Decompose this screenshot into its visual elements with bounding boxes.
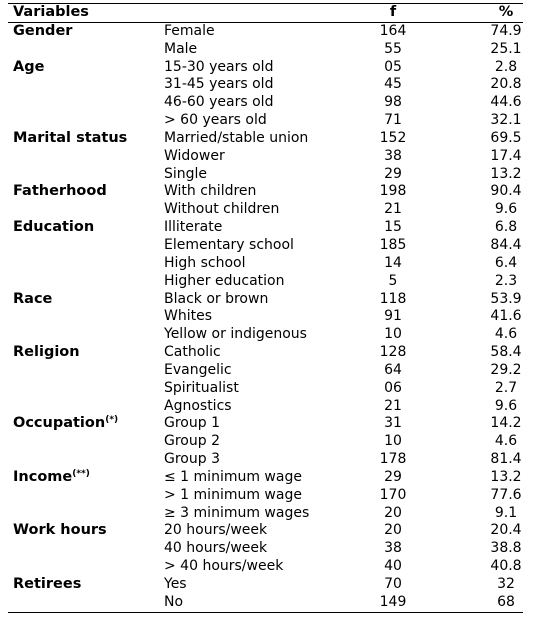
table-row: [8, 183, 523, 201]
table-row: [8, 94, 523, 112]
percent-cell: 9.6: [494, 397, 518, 414]
variable-name: [13, 415, 118, 433]
header-pct: %: [498, 4, 514, 20]
variable-name: [13, 130, 127, 148]
percent-cell: 2.7: [494, 379, 518, 396]
category-cell: Married/stable union: [164, 129, 309, 146]
percent-cell: 17.4: [490, 147, 522, 164]
category-cell: High school: [164, 254, 246, 271]
category-cell: 40 hours/week: [164, 540, 268, 557]
table-row: [8, 487, 523, 505]
percent-cell: 41.6: [490, 308, 522, 325]
variable-label: Education: [13, 219, 95, 236]
percent-cell: 32: [497, 576, 515, 592]
category-cell: No: [164, 593, 184, 610]
category-cell: Whites: [164, 308, 213, 325]
table-body: [8, 23, 523, 612]
percent-cell: 74.9: [490, 22, 522, 39]
percent-cell: 90.4: [490, 183, 522, 200]
category-cell: Group 3: [164, 451, 220, 468]
percent-cell: 4.6: [494, 326, 518, 343]
table-row: [8, 76, 523, 94]
variable-label: Religion: [13, 344, 80, 361]
table-row: [8, 237, 523, 255]
variable-name: [13, 183, 107, 201]
percent-cell: 2.8: [494, 58, 518, 75]
table-row: [8, 59, 523, 77]
category-cell: Group 1: [164, 415, 220, 432]
percent-cell: 9.1: [494, 504, 518, 521]
percent-cell: 4.6: [494, 433, 518, 450]
header-variables: Variables: [13, 4, 89, 20]
table-row: [8, 273, 523, 291]
frequency-cell: 20: [384, 504, 402, 521]
percent-cell: 68: [497, 593, 515, 610]
percent-cell: 84.4: [490, 236, 522, 253]
category-cell: > 40 hours/week: [164, 558, 284, 575]
variable-name: [13, 219, 94, 237]
frequency-cell: 10: [384, 326, 402, 343]
bottom-rule: [8, 612, 523, 613]
percent-cell: 6.8: [494, 219, 518, 236]
category-cell: Catholic: [164, 344, 221, 361]
percent-cell: 20.4: [490, 522, 522, 539]
category-cell: 31-45 years old: [164, 76, 274, 93]
table-row: [8, 398, 523, 416]
variable-name: [13, 469, 90, 487]
variable-label: Gender: [13, 22, 73, 39]
category-cell: Evangelic: [164, 361, 232, 378]
percent-cell: 20.8: [490, 76, 522, 93]
frequency-cell: 06: [384, 379, 402, 396]
variable-label: Age: [13, 58, 45, 75]
footnote-marker: (**): [72, 468, 90, 479]
frequency-cell: 98: [384, 94, 402, 111]
variable-label: Income: [13, 468, 73, 485]
frequency-cell: 05: [384, 58, 402, 75]
percent-cell: 25.1: [490, 40, 522, 57]
category-cell: Spiritualist: [164, 379, 239, 396]
variable-label: Race: [13, 290, 53, 307]
percent-cell: 6.4: [494, 254, 518, 271]
table-row: [8, 451, 523, 469]
header-f: f: [389, 4, 397, 20]
table-row: [8, 130, 523, 148]
percent-cell: 9.6: [494, 201, 518, 218]
percent-cell: 14.2: [490, 415, 522, 432]
frequency-cell: 21: [384, 397, 402, 414]
category-cell: Yellow or indigenous: [164, 326, 307, 343]
frequency-cell: 31: [384, 415, 402, 432]
table-row: [8, 148, 523, 166]
frequency-cell: 71: [384, 112, 402, 129]
category-cell: Yes: [164, 576, 187, 592]
variable-name: [13, 59, 44, 77]
frequency-cell: 10: [384, 433, 402, 450]
table-row: [8, 362, 523, 380]
frequency-cell: 45: [384, 76, 402, 93]
category-cell: Without children: [164, 201, 280, 218]
frequency-cell: 91: [384, 308, 402, 325]
frequency-cell: 70: [384, 576, 402, 592]
category-cell: > 60 years old: [164, 112, 267, 129]
table-row: [8, 558, 523, 576]
category-cell: ≥ 3 minimum wages: [164, 504, 310, 521]
category-cell: > 1 minimum wage: [164, 486, 302, 503]
frequency-cell: 64: [384, 361, 402, 378]
table-row: [8, 469, 523, 487]
table-row: [8, 219, 523, 237]
variable-name: [13, 291, 52, 309]
category-cell: With children: [164, 183, 257, 200]
frequency-cell: 164: [379, 22, 407, 39]
percent-cell: 2.3: [494, 272, 518, 289]
table-row: [8, 255, 523, 273]
table-row: [8, 433, 523, 451]
variable-label: Fatherhood: [13, 183, 107, 200]
percent-cell: 53.9: [490, 290, 522, 307]
frequency-cell: 198: [379, 183, 407, 200]
variable-name: [13, 522, 107, 540]
footnote-marker: (*): [105, 415, 119, 426]
frequency-cell: 178: [379, 451, 407, 468]
table-row: [8, 344, 523, 362]
table-row: [8, 380, 523, 398]
table-row: [8, 505, 523, 523]
percent-cell: 13.2: [490, 165, 522, 182]
frequency-cell: 149: [379, 593, 407, 610]
category-cell: 46-60 years old: [164, 94, 274, 111]
table-row: [8, 41, 523, 59]
percent-cell: 13.2: [490, 468, 522, 485]
data-table: [8, 3, 523, 613]
frequency-cell: 15: [384, 219, 402, 236]
frequency-cell: 29: [384, 165, 402, 182]
table-row: [8, 201, 523, 219]
variable-label: Occupation: [13, 415, 106, 432]
frequency-cell: 185: [379, 236, 407, 253]
category-cell: ≤ 1 minimum wage: [164, 468, 302, 485]
table-row: [8, 594, 523, 612]
percent-cell: 40.8: [490, 558, 522, 575]
table-row: [8, 23, 523, 41]
frequency-cell: 40: [384, 558, 402, 575]
category-cell: 20 hours/week: [164, 522, 268, 539]
frequency-cell: 152: [379, 129, 407, 146]
variable-label: Retirees: [13, 576, 82, 592]
percent-cell: 69.5: [490, 129, 522, 146]
percent-cell: 32.1: [490, 112, 522, 129]
frequency-cell: 118: [379, 290, 407, 307]
percent-cell: 58.4: [490, 344, 522, 361]
frequency-cell: 128: [379, 344, 407, 361]
percent-cell: 44.6: [490, 94, 522, 111]
table-row: [8, 308, 523, 326]
percent-cell: 81.4: [490, 451, 522, 468]
frequency-cell: 38: [384, 540, 402, 557]
category-cell: 15-30 years old: [164, 58, 274, 75]
category-cell: Black or brown: [164, 290, 269, 307]
variable-name: [13, 576, 81, 594]
variable-label: Work hours: [13, 522, 107, 539]
category-cell: Illiterate: [164, 219, 223, 236]
frequency-cell: 55: [384, 40, 402, 57]
table-row: [8, 166, 523, 184]
table-row: [8, 522, 523, 540]
percent-cell: 77.6: [490, 486, 522, 503]
frequency-cell: 21: [384, 201, 402, 218]
table-row: [8, 291, 523, 309]
table-row: [8, 326, 523, 344]
variable-name: [13, 344, 80, 362]
category-cell: Elementary school: [164, 236, 294, 253]
table-header-row: [8, 4, 523, 22]
frequency-cell: 170: [379, 486, 407, 503]
variable-name: [13, 23, 72, 41]
frequency-cell: 5: [388, 272, 398, 289]
frequency-cell: 20: [384, 522, 402, 539]
category-cell: Widower: [164, 147, 225, 164]
table-row: [8, 112, 523, 130]
frequency-cell: 14: [384, 254, 402, 271]
category-cell: Higher education: [164, 272, 285, 289]
table-row: [8, 415, 523, 433]
category-cell: Male: [164, 40, 198, 57]
frequency-cell: 38: [384, 147, 402, 164]
category-cell: Group 2: [164, 433, 220, 450]
category-cell: Female: [164, 22, 215, 39]
percent-cell: 29.2: [490, 361, 522, 378]
table-row: [8, 540, 523, 558]
table-row: [8, 576, 523, 594]
frequency-cell: 29: [384, 468, 402, 485]
category-cell: Single: [164, 165, 208, 182]
percent-cell: 38.8: [490, 540, 522, 557]
category-cell: Agnostics: [164, 397, 232, 414]
variable-label: Marital status: [13, 129, 128, 146]
